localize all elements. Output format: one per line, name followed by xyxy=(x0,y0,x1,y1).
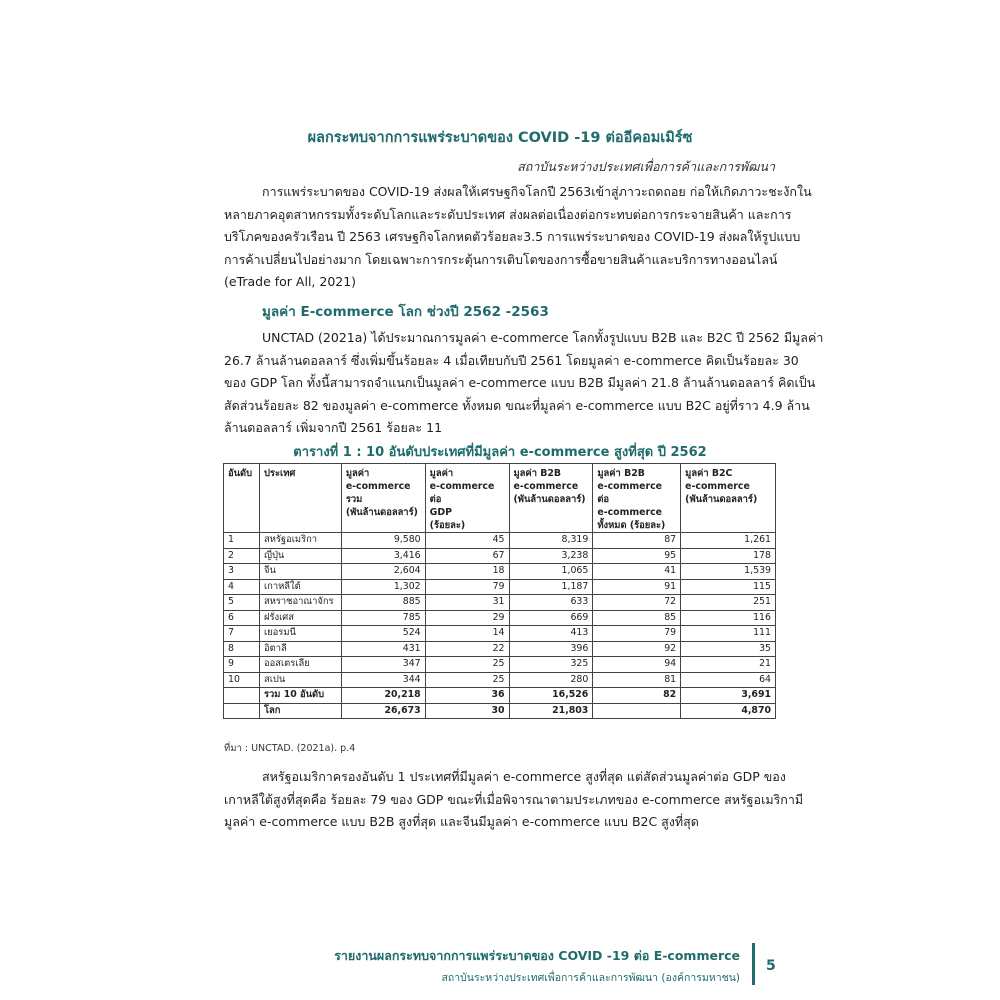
column-header-line: ประเทศ xyxy=(263,468,296,479)
value-cell: 431 xyxy=(341,641,425,657)
paragraph-line: ล้านดอลลาร์ เพิ่มจากปี 2561 ร้อยละ 11 xyxy=(224,420,443,435)
value-cell: 94 xyxy=(593,657,681,673)
value-cell: 347 xyxy=(341,657,425,673)
value-cell: 79 xyxy=(425,579,509,595)
value-cell: 14 xyxy=(425,626,509,642)
paragraph-line: สัดส่วนร้อยละ 82 ของมูลค่า e-commerce ทั้งหมด ขณะที่มูลค่า e-commerce แบบ B2C อยู่ที่ราว 4.9 ล้าน xyxy=(224,397,810,413)
value-cell: 633 xyxy=(509,595,593,611)
rank-cell xyxy=(224,703,260,719)
table-caption: ตารางที่ 1 : 10 อันดับประเทศที่มีมูลค่า e-commerce สูงที่สุด ปี 2562 xyxy=(293,445,707,460)
paragraph-line: สหรัฐอเมริกาครองอันดับ 1 ประเทศที่มีมูลค่า e-commerce สูงที่สุด แต่สัดส่วนมูลค่าต่อ GDP ของ xyxy=(262,769,786,784)
table-body xyxy=(224,533,776,719)
value-cell: 82 xyxy=(593,688,681,704)
value-cell: 25 xyxy=(425,672,509,688)
rank-cell: 4 xyxy=(224,579,260,595)
value-cell: 67 xyxy=(425,548,509,564)
column-header-line: มูลค่า B2B xyxy=(513,468,562,479)
value-cell: 64 xyxy=(681,672,776,688)
ecommerce-ranking-table xyxy=(223,463,776,719)
column-header xyxy=(509,464,593,533)
value-cell: 45 xyxy=(425,533,509,549)
table-total-row xyxy=(224,703,776,719)
page-title: ผลกระทบจากการแพร่ระบาดของ COVID -19 ต่ออีคอมเมิร์ซ xyxy=(307,130,693,146)
country-cell: ญี่ปุ่น xyxy=(259,548,341,564)
section-subheading: มูลค่า E-commerce โลก ช่วงปี 2562 -2563 xyxy=(262,304,549,320)
value-cell: 22 xyxy=(425,641,509,657)
column-header-line: e-commerce xyxy=(685,481,750,492)
country-cell: สหรัฐอเมริกา xyxy=(259,533,341,549)
rank-cell: 8 xyxy=(224,641,260,657)
value-cell: 116 xyxy=(681,610,776,626)
value-cell: 669 xyxy=(509,610,593,626)
paragraph-line: มูลค่า e-commerce แบบ B2B สูงที่สุด และจีนมีมูลค่า e-commerce แบบ B2C สูงที่สุด xyxy=(224,814,699,829)
paragraph-line: การแพร่ระบาดของ COVID-19 ส่งผลให้เศรษฐกิจโลกปี 2563เข้าสู่ภาวะถดถอย ก่อให้เกิดภาวะชะงักใน xyxy=(262,184,812,199)
country-cell: จีน xyxy=(259,564,341,580)
column-header-line: รวม xyxy=(345,494,363,505)
column-header-line: มูลค่า xyxy=(429,468,454,479)
value-cell: 1,302 xyxy=(341,579,425,595)
value-cell: 21,803 xyxy=(509,703,593,719)
column-header-line: มูลค่า B2B xyxy=(597,468,645,479)
value-cell: 785 xyxy=(341,610,425,626)
country-cell: อิตาลี xyxy=(259,641,341,657)
paragraph-line: ของ GDP โลก ทั้งนี้สามารถจำแนกเป็นมูลค่า e-commerce แบบ B2B มีมูลค่า 21.8 ล้านล้านดอลลาร์ คิดเป็น xyxy=(224,375,816,390)
organization-byline: สถาบันระหว่างประเทศเพื่อการค้าและการพัฒนา xyxy=(517,159,775,174)
column-header-line: มูลค่า xyxy=(345,468,370,479)
value-cell: 36 xyxy=(425,688,509,704)
table-total-row xyxy=(224,688,776,704)
value-cell: 178 xyxy=(681,548,776,564)
column-header xyxy=(341,464,425,533)
value-cell: 92 xyxy=(593,641,681,657)
column-header-line: e-commerce xyxy=(345,481,411,492)
value-cell: 280 xyxy=(509,672,593,688)
value-cell: 9,580 xyxy=(341,533,425,549)
value-cell: 4,870 xyxy=(681,703,776,719)
table-row xyxy=(224,579,776,595)
rank-cell: 3 xyxy=(224,564,260,580)
country-cell: สเปน xyxy=(259,672,341,688)
table-row xyxy=(224,626,776,642)
column-header xyxy=(681,464,776,533)
value-cell: 29 xyxy=(425,610,509,626)
column-header-line: e-commerce ต่อ xyxy=(597,481,663,505)
value-cell: 95 xyxy=(593,548,681,564)
table-header-row xyxy=(224,464,776,533)
country-cell: เยอรมนี xyxy=(259,626,341,642)
country-cell: รวม 10 อันดับ xyxy=(259,688,341,704)
value-cell: 21 xyxy=(681,657,776,673)
value-cell: 413 xyxy=(509,626,593,642)
value-cell: 85 xyxy=(593,610,681,626)
column-header-line: (พันล้านดอลลาร์) xyxy=(685,494,758,505)
rank-cell: 1 xyxy=(224,533,260,549)
value-cell: 524 xyxy=(341,626,425,642)
table-row xyxy=(224,641,776,657)
value-cell: 1,187 xyxy=(509,579,593,595)
value-cell: 81 xyxy=(593,672,681,688)
column-header-line: GDP xyxy=(429,507,453,518)
column-header xyxy=(224,464,260,533)
value-cell: 1,065 xyxy=(509,564,593,580)
rank-cell: 2 xyxy=(224,548,260,564)
value-cell: 3,416 xyxy=(341,548,425,564)
table-row xyxy=(224,548,776,564)
value-cell: 72 xyxy=(593,595,681,611)
value-cell: 87 xyxy=(593,533,681,549)
rank-cell xyxy=(224,688,260,704)
table-row xyxy=(224,564,776,580)
rank-cell: 7 xyxy=(224,626,260,642)
column-header xyxy=(425,464,509,533)
table-row xyxy=(224,657,776,673)
value-cell: 25 xyxy=(425,657,509,673)
table-source: ที่มา : UNCTAD. (2021a). p.4 xyxy=(224,743,356,754)
paragraph-line: เกาหลีใต้สูงที่สุดคือ ร้อยละ 79 ของ GDP ขณะที่เมื่อพิจารณาตามประเภทของ e-commerce สหรัฐอเมริกามี xyxy=(224,791,804,807)
column-header-line: (ร้อยละ) xyxy=(429,520,466,531)
footer-report-title: รายงานผลกระทบจากการแพร่ระบาดของ COVID -19 ต่อ E-commerce xyxy=(334,948,740,963)
value-cell: 115 xyxy=(681,579,776,595)
paragraph-line: หลายภาคอุตสาหกรรมทั้งระดับโลกและระดับประเทศ ส่งผลต่อเนื่องต่อกระทบต่อการกระจายสินค้า และการ xyxy=(224,206,792,222)
value-cell: 3,691 xyxy=(681,688,776,704)
paragraph-line: บริโภคของครัวเรือน ปี 2563 เศรษฐกิจโลกหดตัวร้อยละ3.5 การแพร่ระบาดของ COVID-19 ส่งผลให้รูปแบบ xyxy=(224,229,801,244)
value-paragraph xyxy=(224,327,824,440)
table-row xyxy=(224,595,776,611)
value-cell: 31 xyxy=(425,595,509,611)
table-row xyxy=(224,672,776,688)
table-row xyxy=(224,610,776,626)
paragraph-line: 26.7 ล้านล้านดอลลาร์ ซึ่งเพิ่มขึ้นร้อยละ 4 เมื่อเทียบกับปี 2561 โดยมูลค่า e-commerce คิดเป็นร้อยละ 30 xyxy=(224,352,799,368)
value-cell: 251 xyxy=(681,595,776,611)
country-cell: สหราชอาณาจักร xyxy=(259,595,341,611)
rank-cell: 9 xyxy=(224,657,260,673)
value-cell: 91 xyxy=(593,579,681,595)
rank-cell: 6 xyxy=(224,610,260,626)
table-row xyxy=(224,533,776,549)
value-cell: 20,218 xyxy=(341,688,425,704)
value-cell: 18 xyxy=(425,564,509,580)
value-cell: 396 xyxy=(509,641,593,657)
value-cell: 1,261 xyxy=(681,533,776,549)
rank-cell: 5 xyxy=(224,595,260,611)
column-header-line: มูลค่า B2C xyxy=(685,468,733,479)
column-header-line: ทั้งหมด (ร้อยละ) xyxy=(597,520,666,531)
value-cell: 2,604 xyxy=(341,564,425,580)
column-header-line: (พันล้านดอลลาร์) xyxy=(513,494,586,505)
value-cell: 41 xyxy=(593,564,681,580)
column-header xyxy=(259,464,341,533)
page-number: 5 xyxy=(766,958,776,974)
value-cell: 3,238 xyxy=(509,548,593,564)
value-cell: 111 xyxy=(681,626,776,642)
value-cell: 35 xyxy=(681,641,776,657)
footer-divider xyxy=(752,943,755,985)
paragraph-line: (eTrade for All, 2021) xyxy=(224,274,357,289)
value-cell: 325 xyxy=(509,657,593,673)
value-cell: 8,319 xyxy=(509,533,593,549)
value-cell: 30 xyxy=(425,703,509,719)
country-cell: เกาหลีใต้ xyxy=(259,579,341,595)
rank-cell: 10 xyxy=(224,672,260,688)
column-header-line: e-commerce xyxy=(597,507,663,518)
column-header-line: e-commerce xyxy=(513,481,579,492)
paragraph-line: การค้าเปลี่ยนไปอย่างมาก โดยเฉพาะการกระตุ้นการเติบโตของการซื้อขายสินค้าและบริการทางออนไลน์ xyxy=(224,251,778,267)
value-cell: 885 xyxy=(341,595,425,611)
value-cell: 344 xyxy=(341,672,425,688)
value-cell xyxy=(593,703,681,719)
intro-paragraph xyxy=(224,181,812,294)
country-cell: ออสเตรเลีย xyxy=(259,657,341,673)
column-header-line: e-commerce ต่อ xyxy=(429,481,495,505)
column-header-line: อันดับ xyxy=(228,468,253,479)
value-cell: 1,539 xyxy=(681,564,776,580)
value-cell: 79 xyxy=(593,626,681,642)
country-cell: ฝรั่งเศส xyxy=(259,610,341,626)
column-header xyxy=(593,464,681,533)
value-cell: 16,526 xyxy=(509,688,593,704)
column-header-line: (พันล้านดอลลาร์) xyxy=(345,507,418,518)
conclusion-paragraph xyxy=(224,766,804,834)
value-cell: 26,673 xyxy=(341,703,425,719)
footer-organization: สถาบันระหว่างประเทศเพื่อการค้าและการพัฒนา (องค์การมหาชน) xyxy=(441,972,740,984)
country-cell: โลก xyxy=(259,703,341,719)
paragraph-line: UNCTAD (2021a) ได้ประมาณการมูลค่า e-commerce โลกทั้งรูปแบบ B2B และ B2C ปี 2562 มีมูลค่า xyxy=(262,330,824,345)
